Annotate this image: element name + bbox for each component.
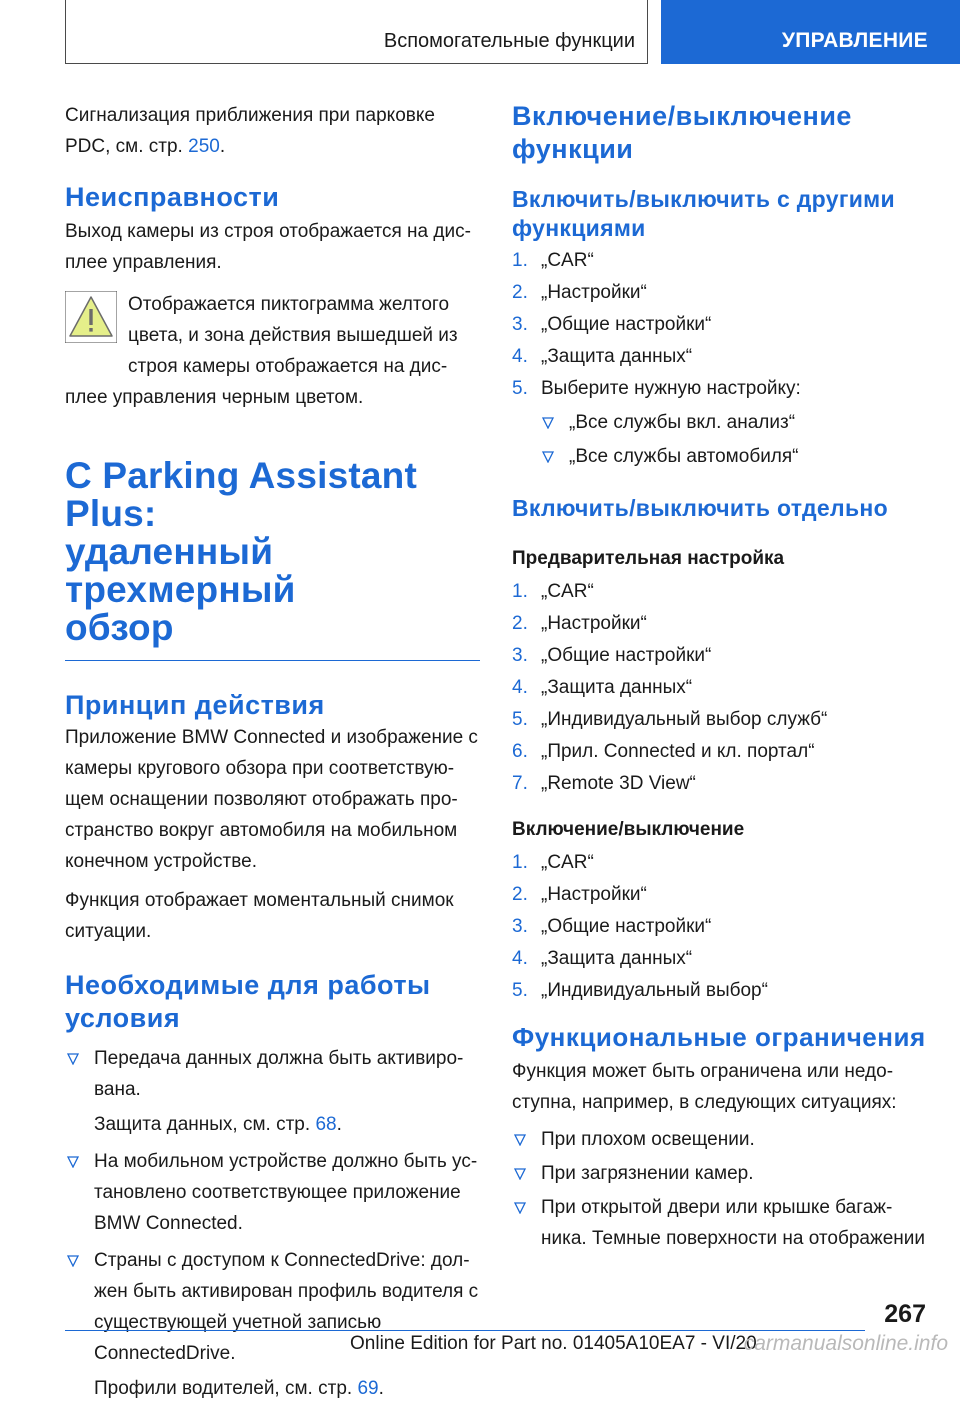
with-others-options bbox=[512, 407, 927, 472]
list-item-note: Защита данных, см. стр. 68. bbox=[94, 1114, 342, 1135]
bullet-triangle-icon bbox=[542, 417, 554, 429]
header-section-box bbox=[65, 0, 648, 64]
main-heading-line-2: удаленный трехмерный bbox=[65, 531, 296, 610]
separate-heading: Включить/выключить отдельно bbox=[512, 495, 888, 521]
list-item-note: Профили водителей, см. стр. 69. bbox=[94, 1378, 384, 1399]
main-heading-line-1: С Parking Assistant Plus: bbox=[65, 455, 417, 534]
header-chapter-tab bbox=[661, 0, 960, 64]
with-others-heading bbox=[512, 185, 927, 243]
list-item: 1. „CAR“ bbox=[512, 250, 594, 271]
intro-paragraph: Сигнализация приближения при парковке PDC, см. стр. 250. bbox=[65, 105, 435, 157]
list-item: „Все службы автомобиля“ bbox=[512, 441, 927, 472]
bullet-triangle-icon bbox=[67, 1255, 79, 1267]
warning-line-4: плее управления черным цветом. bbox=[65, 387, 364, 408]
list-item: 3. „Общие настройки“ bbox=[512, 916, 712, 937]
main-heading bbox=[65, 457, 480, 647]
list-item: 2. „Настройки“ bbox=[512, 613, 647, 634]
list-item: 1. „CAR“ bbox=[512, 852, 594, 873]
footer-edition: Online Edition for Part no. 01405A10EA7 - VI/20 bbox=[350, 1333, 757, 1354]
list-item: 7. „Remote 3D View“ bbox=[512, 773, 696, 794]
page-link-68[interactable]: 68 bbox=[315, 1114, 337, 1135]
list-item: 4. „Защита данных“ bbox=[512, 948, 693, 969]
bullet-triangle-icon bbox=[67, 1156, 79, 1168]
main-heading-line-3: обзор bbox=[65, 607, 174, 648]
list-item: 6. „Прил. Connected и кл. портал“ bbox=[512, 741, 815, 762]
list-item: 1. „CAR“ bbox=[512, 581, 594, 602]
warning-line-2: цвета, и зона действия вышедшей из bbox=[128, 325, 458, 346]
list-item: На мобильном устройстве должно быть ус-тановлено соответствующее приложение BMW Connected. bbox=[65, 1146, 480, 1239]
list-item: 2. „Настройки“ bbox=[512, 282, 647, 303]
bullet-triangle-icon bbox=[542, 451, 554, 463]
list-item: Передача данных должна быть активиро-вана. Защита данных, см. стр. 68. bbox=[65, 1043, 480, 1140]
requirements-heading-line-1: Необходимые для работы bbox=[65, 970, 431, 1000]
right-column bbox=[512, 100, 927, 1256]
list-item: 4. „Защита данных“ bbox=[512, 677, 693, 698]
limits-list bbox=[512, 1124, 927, 1254]
list-item: 5. Выберите нужную настройку: bbox=[512, 378, 801, 399]
onoff-heading bbox=[512, 100, 927, 166]
list-item: При открытой двери или крышке багаж-ника. Темные поверхности на отображении bbox=[512, 1192, 927, 1254]
list-item: „Все службы вкл. анализ“ bbox=[512, 407, 927, 438]
presetting-steps bbox=[512, 576, 927, 800]
list-item: Страны с доступом к ConnectedDrive: дол-жен быть активирован профиль водителя с существующей учетной записью ConnectedDrive. Профили водителей, см. стр. 69. bbox=[65, 1245, 480, 1404]
principle-paragraph-2: Функция отображает моментальный снимок ситуации. bbox=[65, 890, 454, 942]
onoff-heading-line-2: функции bbox=[512, 134, 634, 164]
requirements-heading bbox=[65, 969, 480, 1035]
toggle-heading: Включение/выключение bbox=[512, 819, 745, 840]
warning-block bbox=[65, 289, 480, 413]
main-heading-rule bbox=[65, 660, 480, 661]
list-item: При загрязнении камер. bbox=[512, 1158, 927, 1189]
bullet-triangle-icon bbox=[514, 1134, 526, 1146]
list-item: При плохом освещении. bbox=[512, 1124, 927, 1155]
header-section-title: Вспомогательные функции bbox=[383, 30, 635, 52]
principle-paragraph-1: Приложение BMW Connected и изображение с камеры кругового обзора при соответствую-щем оснащении позволяют отображать про-странство вокруг автомобиля на мобильном конечном устройстве. bbox=[65, 727, 478, 872]
list-item: 2. „Настройки“ bbox=[512, 884, 647, 905]
with-others-heading-line-2: функциями bbox=[512, 215, 646, 241]
footer-rule bbox=[65, 1330, 865, 1331]
principle-heading: Принцип действия bbox=[65, 690, 325, 720]
list-item: 4. „Защита данных“ bbox=[512, 346, 693, 367]
page-link-69[interactable]: 69 bbox=[357, 1378, 379, 1399]
list-item: 3. „Общие настройки“ bbox=[512, 314, 712, 335]
warning-triangle-icon bbox=[65, 291, 117, 343]
bullet-triangle-icon bbox=[514, 1168, 526, 1180]
page-link-250[interactable]: 250 bbox=[188, 136, 220, 157]
header-chapter-title: УПРАВЛЕНИЕ bbox=[781, 29, 928, 52]
limits-paragraph: Функция может быть ограничена или недо-ступна, например, в следующих ситуациях: bbox=[512, 1061, 897, 1113]
toggle-steps bbox=[512, 847, 927, 1007]
with-others-steps bbox=[512, 245, 927, 405]
onoff-heading-line-1: Включение/выключение bbox=[512, 101, 852, 131]
warning-line-1: Отображается пиктограмма желтого bbox=[128, 294, 450, 315]
limits-heading: Функциональные ограничения bbox=[512, 1022, 926, 1052]
presetting-heading: Предварительная настройка bbox=[512, 548, 785, 569]
list-item: 5. „Индивидуальный выбор служб“ bbox=[512, 709, 828, 730]
faults-heading: Неисправности bbox=[65, 182, 280, 212]
faults-paragraph: Выход камеры из строя отображается на дис-плее управления. bbox=[65, 221, 471, 273]
warning-line-3: строя камеры отображается на дис- bbox=[128, 356, 448, 377]
list-item: 5. „Индивидуальный выбор“ bbox=[512, 980, 768, 1001]
list-item: 3. „Общие настройки“ bbox=[512, 645, 712, 666]
left-column bbox=[65, 100, 480, 1406]
requirements-heading-line-2: условия bbox=[65, 1003, 181, 1033]
with-others-heading-line-1: Включить/выключить с другими bbox=[512, 186, 895, 212]
bullet-triangle-icon bbox=[514, 1202, 526, 1214]
footer-watermark: carmanualsonline.info bbox=[743, 1332, 948, 1355]
bullet-triangle-icon bbox=[67, 1053, 79, 1065]
page-number: 267 bbox=[884, 1300, 926, 1328]
